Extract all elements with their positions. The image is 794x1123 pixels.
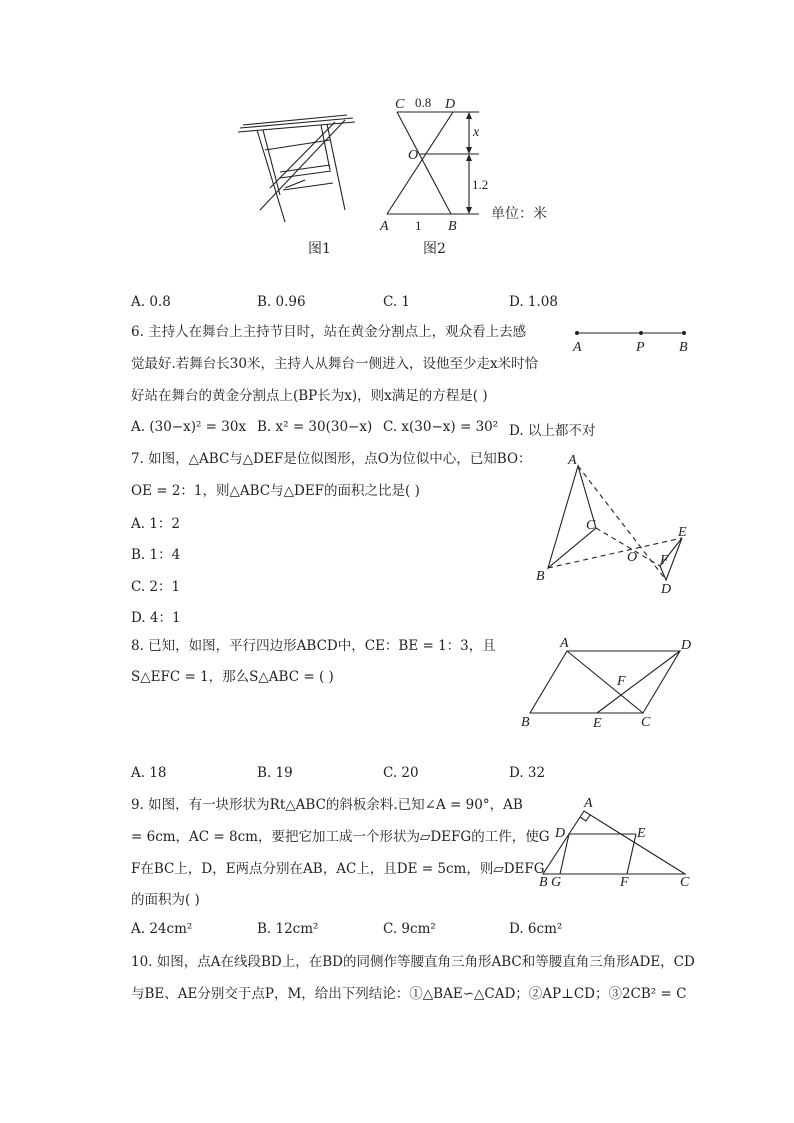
q8-fig-label-E: E xyxy=(593,716,602,731)
q9-fig-label-A: A xyxy=(584,796,593,811)
q10-text-line-1: 10. 如图，点A在线段BD上，在BD的同侧作等腰直角三角形ABC和等腰直角三角形ADE，CD xyxy=(131,954,695,970)
q6-fig-label-P: P xyxy=(636,340,645,355)
q7-text-line-1: 7. 如图，△ABC与△DEF是位似图形，点O为位似中心，已知BO： xyxy=(131,451,532,467)
q9-fig-label-E: E xyxy=(637,826,646,841)
fig2-label-D: D xyxy=(445,97,456,112)
q7-figure-homothety xyxy=(530,450,700,598)
q5-option-a[interactable]: A. 0.8 xyxy=(131,294,171,310)
q8-fig-label-D: D xyxy=(681,638,692,653)
q6-option-b[interactable]: B. x² = 30(30−x) xyxy=(257,419,373,435)
q9-fig-label-G: G xyxy=(551,875,562,890)
q9-option-c[interactable]: C. 9cm² xyxy=(383,921,436,937)
q7-fig-label-D: D xyxy=(661,582,672,597)
q8-option-c[interactable]: C. 20 xyxy=(383,765,419,781)
q9-fig-label-C: C xyxy=(680,875,690,890)
q6-figure-segment xyxy=(568,324,698,354)
q9-option-b[interactable]: B. 12cm² xyxy=(257,921,319,937)
q6-option-c[interactable]: C. x(30−x) = 30² xyxy=(383,419,499,435)
fig2-unit: 单位：米 xyxy=(491,207,547,222)
q8-fig-label-C: C xyxy=(641,715,651,730)
q9-option-a[interactable]: A. 24cm² xyxy=(131,921,193,937)
q8-text-line-1: 8. 已知，如图，平行四边形ABCD中，CE：BE = 1：3，且 xyxy=(131,638,496,654)
q8-option-a[interactable]: A. 18 xyxy=(131,765,167,781)
q7-fig-label-B: B xyxy=(536,569,545,584)
q7-fig-label-A: A xyxy=(568,453,577,468)
q7-text-line-2: OE = 2：1，则△ABC与△DEF的面积之比是( ) xyxy=(131,483,420,499)
q6-text-line-2: 觉最好.若舞台长30米，主持人从舞台一侧进入，设他至少走x米时恰 xyxy=(131,356,539,372)
q9-fig-label-B: B xyxy=(539,875,548,890)
q9-option-d[interactable]: D. 6cm² xyxy=(509,921,563,937)
q5-option-d[interactable]: D. 1.08 xyxy=(509,294,558,310)
fig2-label-C: C xyxy=(395,97,405,112)
figure-2-geometry xyxy=(375,92,565,242)
q7-fig-label-E: E xyxy=(678,525,687,540)
q9-fig-label-D: D xyxy=(555,826,566,841)
q7-option-b[interactable]: B. 1：4 xyxy=(131,547,181,563)
q7-fig-label-C: C xyxy=(586,518,596,533)
q6-text-line-3: 好站在舞台的黄金分割点上(BP长为x)，则x满足的方程是( ) xyxy=(131,388,488,404)
fig2-label-x: x xyxy=(473,125,480,140)
q9-text-line-4: 的面积为( ) xyxy=(131,892,200,908)
fig2-label-cd: 0.8 xyxy=(415,95,432,110)
q7-fig-label-F: F xyxy=(660,553,669,568)
q10-text-line-2: 与BE、AE分别交于点P，M，给出下列结论：①△BAE∽△CAD；②AP⊥CD；③2CB² = C xyxy=(131,986,687,1002)
figure-1-caption: 图1 xyxy=(308,241,331,257)
fig2-label-ab: 1 xyxy=(415,218,422,233)
q5-option-c[interactable]: C. 1 xyxy=(383,294,411,310)
q6-fig-label-A: A xyxy=(573,340,582,355)
q9-text-line-3: F在BC上，D，E两点分别在AB，AC上，且DE = 5cm，则▱DEFG xyxy=(131,861,545,877)
q6-option-a[interactable]: A. (30−x)² = 30x xyxy=(131,419,247,435)
q6-option-d[interactable]: D. 以上都不对 xyxy=(509,423,596,439)
q7-fig-label-O: O xyxy=(627,550,638,565)
q9-text-line-2: = 6cm，AC = 8cm，要把它加工成一个形状为▱DEFG的工件，使G xyxy=(131,829,550,845)
q6-fig-label-B: B xyxy=(679,340,688,355)
q8-fig-label-A: A xyxy=(560,636,569,651)
q9-figure-triangle xyxy=(535,794,700,890)
fig2-label-A: A xyxy=(380,219,389,234)
q8-fig-label-F: F xyxy=(617,674,626,689)
q9-text-line-1: 9. 如图，有一块形状为Rt△ABC的斜板余料.已知∠A = 90°，AB xyxy=(131,797,523,813)
fig2-label-O: O xyxy=(408,148,419,163)
q8-text-line-2: S△EFC = 1，那么S△ABC = ( ) xyxy=(131,669,334,685)
fig2-label-h: 1.2 xyxy=(472,177,489,192)
q9-fig-label-F: F xyxy=(620,875,629,890)
q8-fig-label-B: B xyxy=(521,715,530,730)
q8-figure-parallelogram xyxy=(515,634,695,734)
figure-1-folding-table xyxy=(235,110,365,225)
q8-option-d[interactable]: D. 32 xyxy=(509,765,546,781)
q7-option-c[interactable]: C. 2：1 xyxy=(131,579,181,595)
figure-2-caption: 图2 xyxy=(423,241,446,257)
q8-option-b[interactable]: B. 19 xyxy=(257,765,293,781)
q6-text-line-1: 6. 主持人在舞台上主持节目时，站在黄金分割点上，观众看上去感 xyxy=(131,324,527,340)
q7-option-d[interactable]: D. 4：1 xyxy=(131,610,181,626)
q5-option-b[interactable]: B. 0.96 xyxy=(257,294,306,310)
fig2-label-B: B xyxy=(448,219,457,234)
q7-option-a[interactable]: A. 1：2 xyxy=(131,516,181,532)
